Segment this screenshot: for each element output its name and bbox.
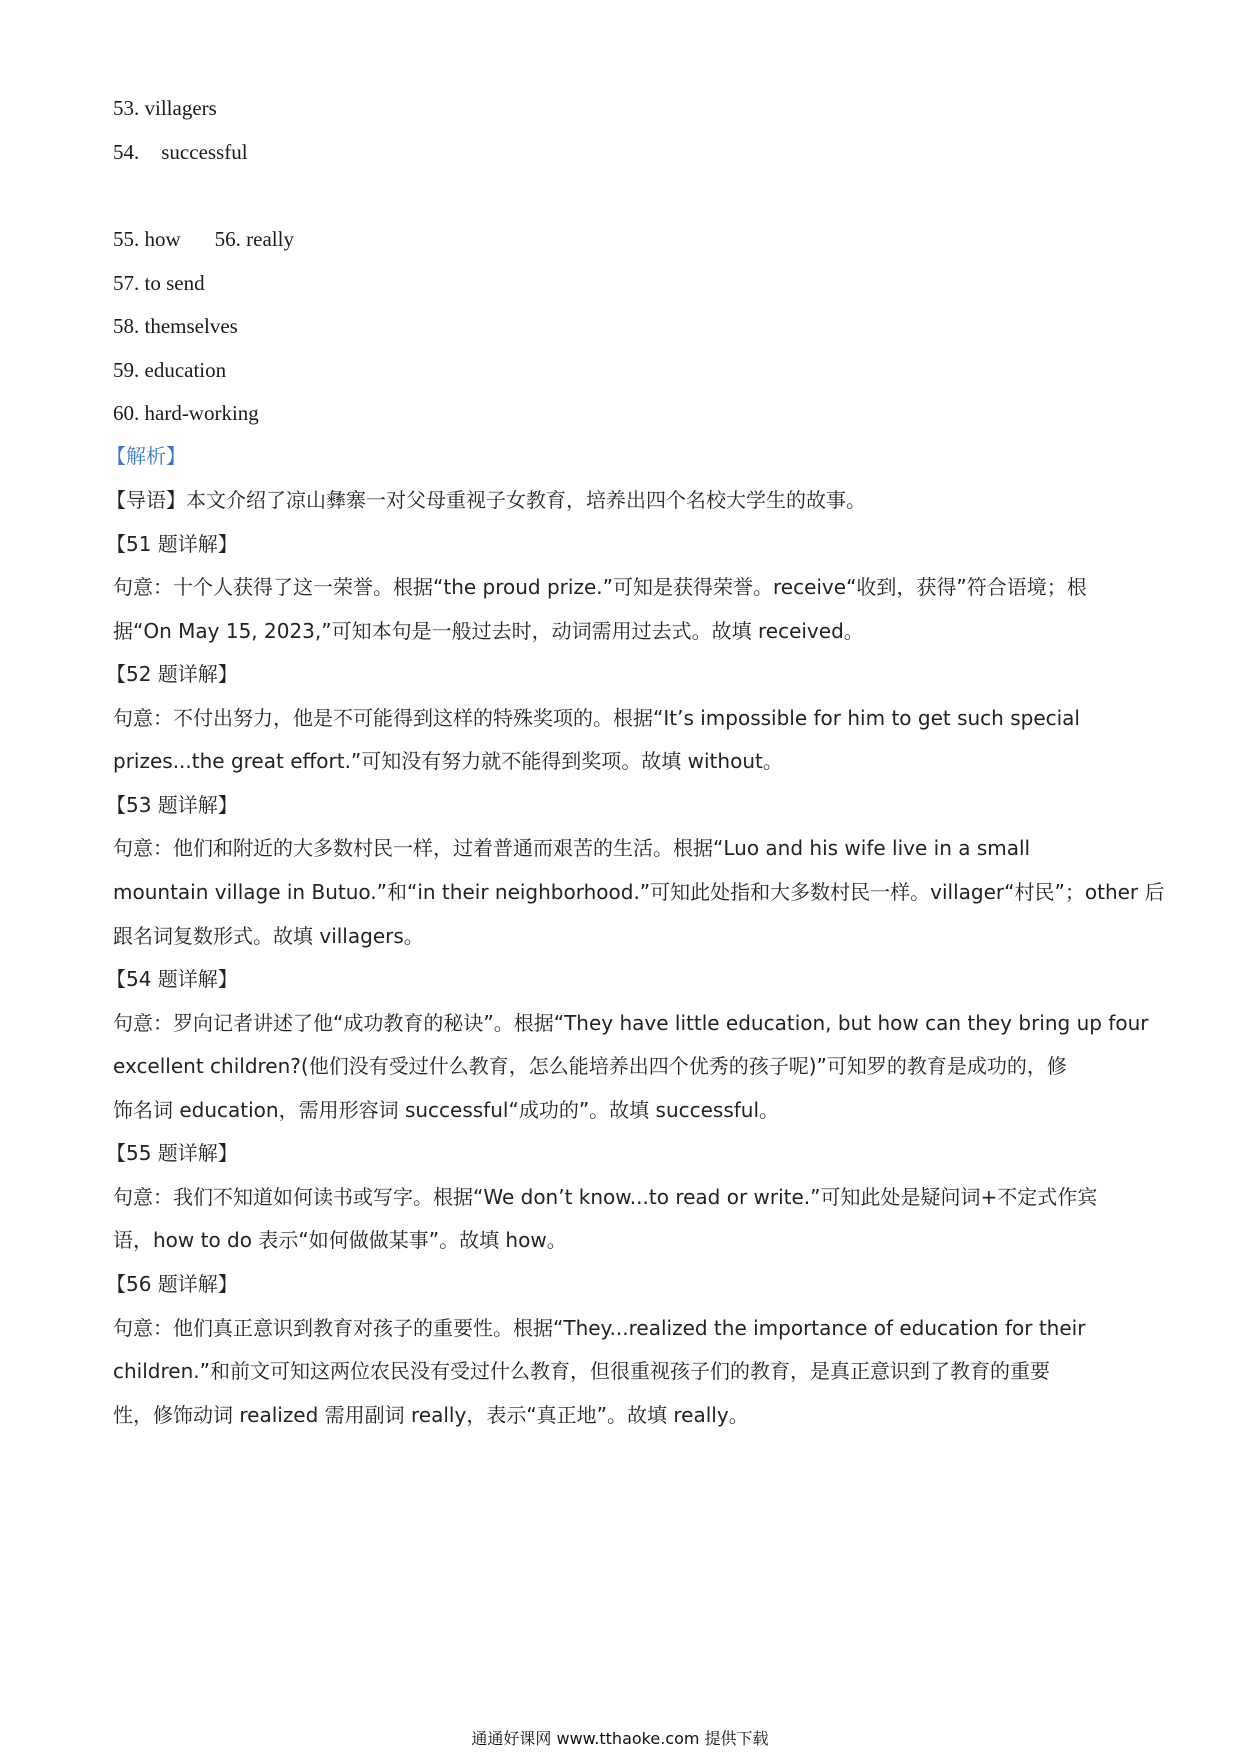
detail-52-title: 【52 题详解】 (106, 662, 238, 686)
detail-54-line: excellent children?(他们没有受过什么教育，怎么能培养出四个优秀的孩子呢)”可知罗的教育是成功的，修 (113, 1054, 1067, 1078)
detail-53-title: 【53 题详解】 (106, 793, 238, 817)
answer-58: 58. themselves (113, 314, 238, 338)
detail-52-line: prizes...the great effort.”可知没有努力就不能得到奖项。故填 without。 (113, 749, 783, 773)
answer-53: 53. villagers (113, 96, 217, 120)
detail-51-line: 句意：十个人获得了这一荣誉。根据“the proud prize.”可知是获得荣誉。receive“收到，获得”符合语境；根 (113, 575, 1087, 599)
intro-text: 【导语】本文介绍了凉山彝寨一对父母重视子女教育，培养出四个名校大学生的故事。 (106, 488, 866, 512)
detail-56-line: 性，修饰动词 realized 需用副词 really，表示“真正地”。故填 really。 (113, 1403, 749, 1427)
detail-51-line: 据“On May 15, 2023,”可知本句是一般过去时，动词需用过去式。故填 received。 (113, 619, 864, 643)
analysis-label: 【解析】 (106, 444, 186, 468)
detail-55-title: 【55 题详解】 (106, 1141, 238, 1165)
detail-56-line: 句意：他们真正意识到教育对孩子的重要性。根据“They...realized the importance of education for their (113, 1316, 1086, 1340)
answer-54 (113, 137, 248, 167)
detail-52-line: 句意：不付出努力，他是不可能得到这样的特殊奖项的。根据“It’s impossible for him to get such special (113, 706, 1080, 730)
detail-55-line: 语，how to do 表示“如何做做某事”。故填 how。 (113, 1228, 567, 1252)
detail-53-line: 跟名词复数形式。故填 villagers。 (113, 924, 424, 948)
answer-54-word: successful (161, 140, 248, 164)
detail-54-line: 句意：罗向记者讲述了他“成功教育的秘诀”。根据“They have little education, but how can they bring up four (113, 1011, 1149, 1035)
detail-56-line: children.”和前文可知这两位农民没有受过什么教育，但很重视孩子们的教育，是真正意识到了教育的重要 (113, 1359, 1050, 1383)
detail-51-title: 【51 题详解】 (106, 532, 238, 556)
detail-56-title: 【56 题详解】 (106, 1272, 238, 1296)
detail-55-line: 句意：我们不知道如何读书或写字。根据“We don’t know...to read or write.”可知此处是疑问词+不定式作宾 (113, 1185, 1098, 1209)
answer-60: 60. hard-working (113, 401, 259, 425)
answer-59: 59. education (113, 358, 227, 382)
detail-54-line: 饰名词 education，需用形容词 successful“成功的”。故填 successful。 (113, 1098, 780, 1122)
answer-55-56 (113, 224, 294, 254)
page-footer: 通通好课网 www.tthaoke.com 提供下载 (471, 1729, 769, 1748)
detail-53-line: 句意：他们和附近的大多数村民一样，过着普通而艰苦的生活。根据“Luo and his wife live in a small (113, 836, 1031, 860)
detail-54-title: 【54 题详解】 (106, 967, 238, 991)
answer-57: 57. to send (113, 271, 205, 295)
answer-56: 56. really (214, 227, 294, 251)
answer-55: 55. how (113, 227, 181, 251)
detail-53-line: mountain village in Butuo.”和“in their neighborhood.”可知此处指和大多数村民一样。villager“村民”；other 后 (113, 880, 1165, 904)
answer-54-number: 54. (113, 140, 140, 164)
